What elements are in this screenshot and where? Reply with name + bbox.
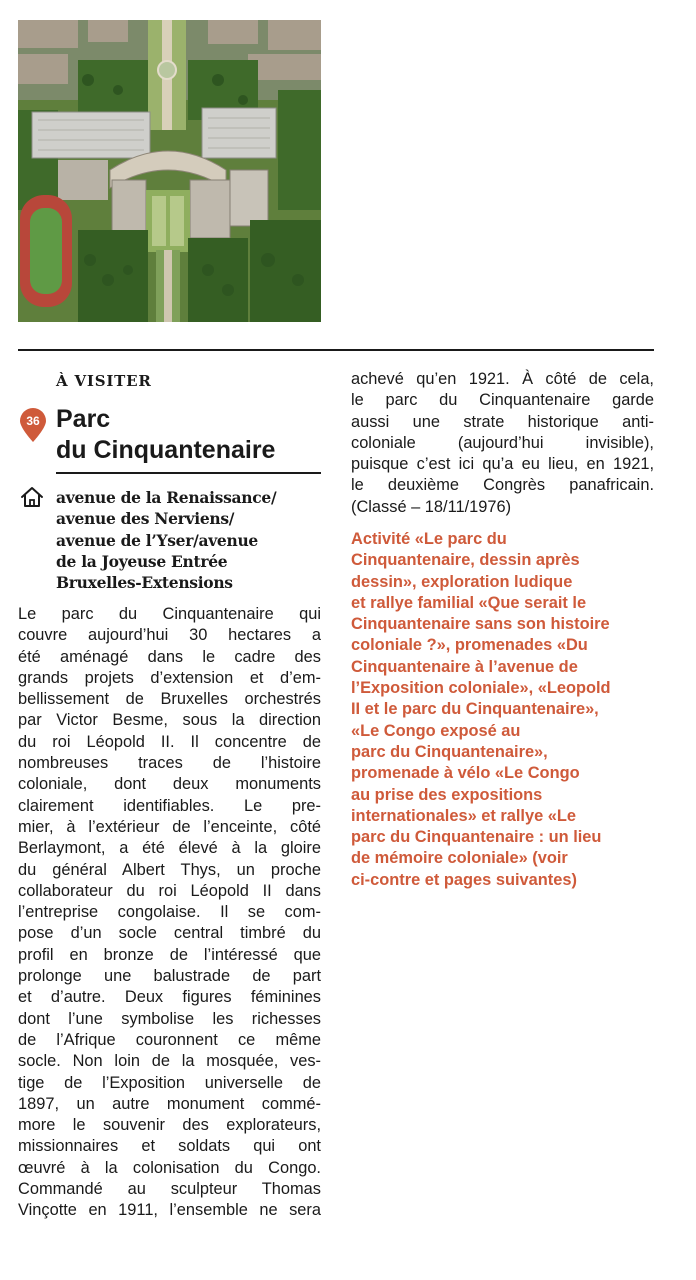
text-line: coloniale, dont deux monuments xyxy=(18,775,321,794)
title-line: Parc xyxy=(56,405,111,433)
text-line: aussi une strate historique anti- xyxy=(351,412,654,431)
activity-line: Activité «Le parc du xyxy=(351,530,507,548)
activity-line: parc du Cinquantenaire», xyxy=(351,742,548,761)
activity-line: «Le Congo exposé au xyxy=(351,721,521,740)
text-line: mier, à l’extérieur de l’enceinte, côté xyxy=(18,817,321,836)
activity-line: au prise des expositions xyxy=(351,785,543,804)
text-line: puisque c’est ici qu’a eu lieu, en 1921, xyxy=(351,455,654,474)
activity-line: de mémoire coloniale» (voir xyxy=(351,849,568,868)
activity-paragraph xyxy=(351,529,654,891)
section-kicker: À VISITER xyxy=(56,372,152,390)
text-line: grands projets d’extension et d’em- xyxy=(18,668,321,687)
text-line: couvre aujourd’hui 30 hectares a xyxy=(18,626,321,645)
text-line: more le souvenir des explorateurs, xyxy=(18,1116,321,1135)
title-underline xyxy=(56,472,321,474)
text-line: 1897, un autre monument commé- xyxy=(18,1094,321,1113)
text-line: coloniale (aujourd’hui invisible), xyxy=(351,433,654,452)
text-line: tige de l’Exposition universelle de xyxy=(18,1073,321,1092)
text-line: Le parc du Cinquantenaire qui xyxy=(18,605,321,623)
location-number: 36 xyxy=(26,414,40,428)
text-line: été aménagé dans le cadre des xyxy=(18,647,321,666)
text-line: prolonge une balustrade de part xyxy=(18,967,321,986)
address-line: avenue de l’Yser/avenue xyxy=(56,530,258,550)
activity-line: et rallye familial «Que serait le xyxy=(351,593,587,612)
text-line: et d’autre. Deux figures féminines xyxy=(18,988,321,1007)
activity-line: II et le parc du Cinquantenaire», xyxy=(351,700,599,719)
address-block xyxy=(56,487,321,593)
text-line: dont l’une symbolise les richesses xyxy=(18,1009,321,1028)
classification-date: (Classé – 18/11/1976) xyxy=(351,497,512,516)
aerial-photo-drawing xyxy=(18,20,321,322)
section-top-rule xyxy=(18,349,654,351)
text-line: pose d’un socle central timbré du xyxy=(18,924,321,943)
body-text-right xyxy=(351,369,654,518)
text-line: Vinçotte en 1911, l’ensemble ne sera xyxy=(18,1201,321,1220)
activity-line: dessin», exploration ludique xyxy=(351,572,573,591)
aerial-photo xyxy=(18,20,321,322)
text-line: du général Albert Thys, un proche xyxy=(18,860,321,879)
text-line: par Victor Besme, sous la direction xyxy=(18,711,321,730)
activity-line: Cinquantenaire sans son histoire xyxy=(351,615,610,634)
activity-line: ci-contre et pages suivantes) xyxy=(351,870,577,889)
text-line: profil en bronze de l’intéressé que xyxy=(18,945,321,964)
text-line: bellissement de Bruxelles orchestrés xyxy=(18,690,321,709)
home-icon xyxy=(20,486,44,508)
text-line: achevé qu’en 1921. À côté de cela, xyxy=(351,370,654,388)
page-title xyxy=(56,404,318,466)
text-line: socle. Non loin de la mosquée, ves- xyxy=(18,1052,321,1071)
text-line: œuvré à la colonisation du Congo. xyxy=(18,1158,321,1177)
activity-line: Cinquantenaire à l’avenue de xyxy=(351,657,578,676)
text-line: du roi Léopold II. Il concentre de xyxy=(18,732,321,751)
address-line: de la Joyeuse Entrée xyxy=(56,551,228,571)
address-line: Bruxelles-Extensions xyxy=(56,573,233,593)
text-line: Berlaymont, a été élevé à la gloire xyxy=(18,839,321,858)
activity-line: Cinquantenaire, dessin après xyxy=(351,551,580,570)
text-line: clairement identifiables. Le pre- xyxy=(18,796,321,815)
address-line: avenue de la Renaissance/ xyxy=(56,488,277,507)
text-line: missionnaires et soldats qui ont xyxy=(18,1137,321,1156)
activity-line: internationales» et rallye «Le xyxy=(351,806,577,825)
address-line: avenue des Nerviens/ xyxy=(56,509,235,529)
activity-line: l’Exposition coloniale», «Leopold xyxy=(351,679,611,698)
text-line: de l’Afrique couronnent ce même xyxy=(18,1030,321,1049)
text-line: l’entreprise congolaise. Il se com- xyxy=(18,903,321,922)
activity-line: coloniale ?», promenades «Du xyxy=(351,636,588,655)
text-line: le deuxième Congrès panafricain. xyxy=(351,476,654,495)
text-line: nombreuses traces de l’histoire xyxy=(18,754,321,773)
activity-line: parc du Cinquantenaire : un lieu xyxy=(351,828,602,847)
title-line: du Cinquantenaire xyxy=(56,436,276,464)
text-line: collaborateur du roi Léopold II dans xyxy=(18,881,321,900)
text-line: le parc du Cinquantenaire garde xyxy=(351,391,654,410)
activity-line: promenade à vélo «Le Congo xyxy=(351,764,580,783)
text-line: Commandé au sculpteur Thomas xyxy=(18,1180,321,1199)
body-text-left xyxy=(18,604,321,1222)
